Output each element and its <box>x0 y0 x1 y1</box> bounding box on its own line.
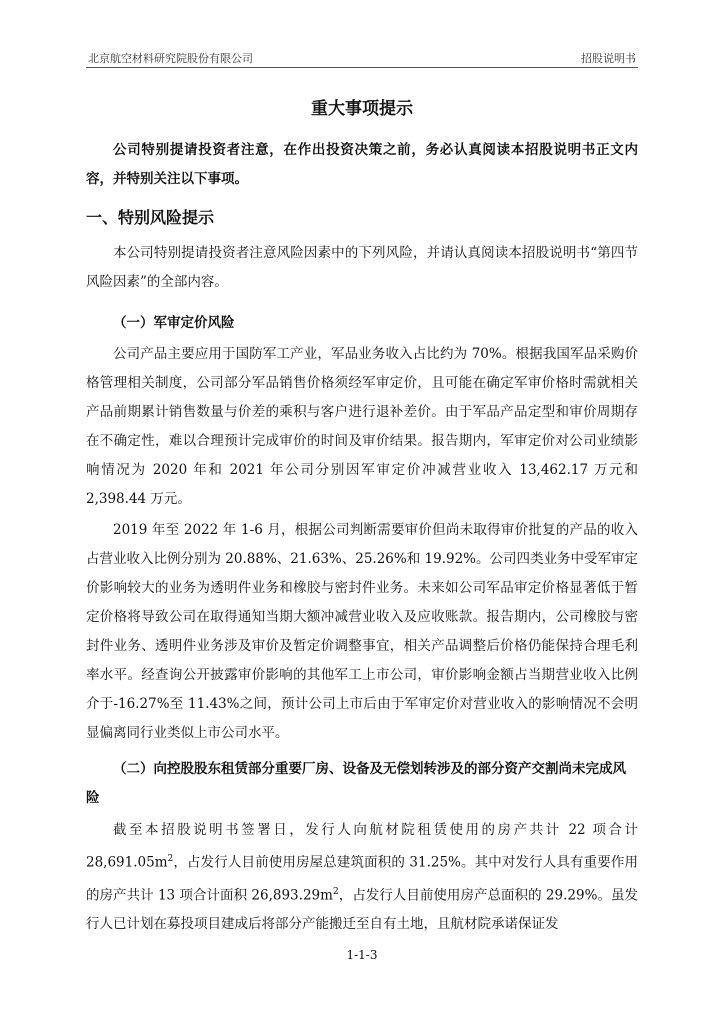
superscript-2b: 2 <box>332 886 339 897</box>
subsection2-text-start: 截至本招股说明书签署日，发行人向航材院租赁使用的房产共计 22 项合计 28,691.05m <box>86 822 638 871</box>
subsection1-heading: （一）军审定价风险 <box>113 315 235 331</box>
subsection1-paragraph-1: 公司产品主要应用于国防军工产业，军品业务收入占比约为 70%。根据我国军品采购价格管理相关制度，公司部分军品销售价格须经军审定价，且可能在确定军审价格时需就相关产品前期累计销售数量与价差的乘积与客户进行退补差价。由于军品产品定型和审价周期存在不确定性，难以合理预计完成审价的时间及审价结果。报告期内，军审定价对公司业绩影响情况为 2020 年和 2021 年公司分别因军审定价冲减营业收入 13,462.17 万元和 2,398.44 万元。 <box>86 346 638 507</box>
header-company-name: 北京航空材料研究院股份有限公司 <box>88 52 253 65</box>
section1-heading: 一、特别风险提示 <box>86 208 215 227</box>
page-header <box>86 50 638 68</box>
subsection1-paragraph-2: 2019 年至 2022 年 1-6 月，根据公司判断需要审价但尚未取得审价批复的产品的收入占营业收入比例分别为 20.88%、21.63%、25.26%和 19.92%。公司四类业务中受军审定价影响较大的业务为透明件业务和橡胶与密封件业务。未来如公司军品审定价格显著低于暂定价格将导致公司在取得通知当期大额冲减营业收入及应收账款。报告期内，公司橡胶与密封件业务、透明件业务涉及审价及暂定价调整事宜，相关产品调整后价格仍能保持合理毛利率水平。经查询公开披露审价影响的其他军工上市公司，审价影响金额占当期营业收入比例介于-16.27%至 11.43%之间，预计公司上市后由于军审定价对营业收入的影响情况不会明显偏离同行业类似上市公司水平。 <box>86 522 638 741</box>
subsection2-heading: （二）向控股股东租赁部分重要厂房、设备及无偿划转涉及的部分资产交割尚未完成风险 <box>86 761 626 806</box>
intro-paragraph: 公司特别提请投资者注意，在作出投资决策之前，务必认真阅读本招股说明书正文内容，并特别关注以下事项。 <box>86 142 638 187</box>
superscript-2: 2 <box>167 854 174 864</box>
page-title: 重大事项提示 <box>311 99 413 119</box>
subsection2-text-middle: ，占发行人目前使用房屋总建筑面积的 31.25%。其中对发行人具有重要作用的房产共计 13 项合计面积 26,893.29m <box>86 854 638 903</box>
header-divider <box>86 67 638 68</box>
section1-intro-paragraph: 本公司特别提请投资者注意风险因素中的下列风险，并请认真阅读本招股说明书“第四节 风险因素”的全部内容。 <box>86 245 638 290</box>
header-document-type: 招股说明书 <box>581 52 636 65</box>
subsection2-text-end: ，占发行人目前使用房产总面积的 29.29%。虽发行人已计划在募投项目建成后将部分产能搬迁至自有土地，且航材院承诺保证发 <box>86 887 638 932</box>
subsection2-paragraph <box>86 816 638 939</box>
page-number: 1-1-3 <box>346 948 378 962</box>
